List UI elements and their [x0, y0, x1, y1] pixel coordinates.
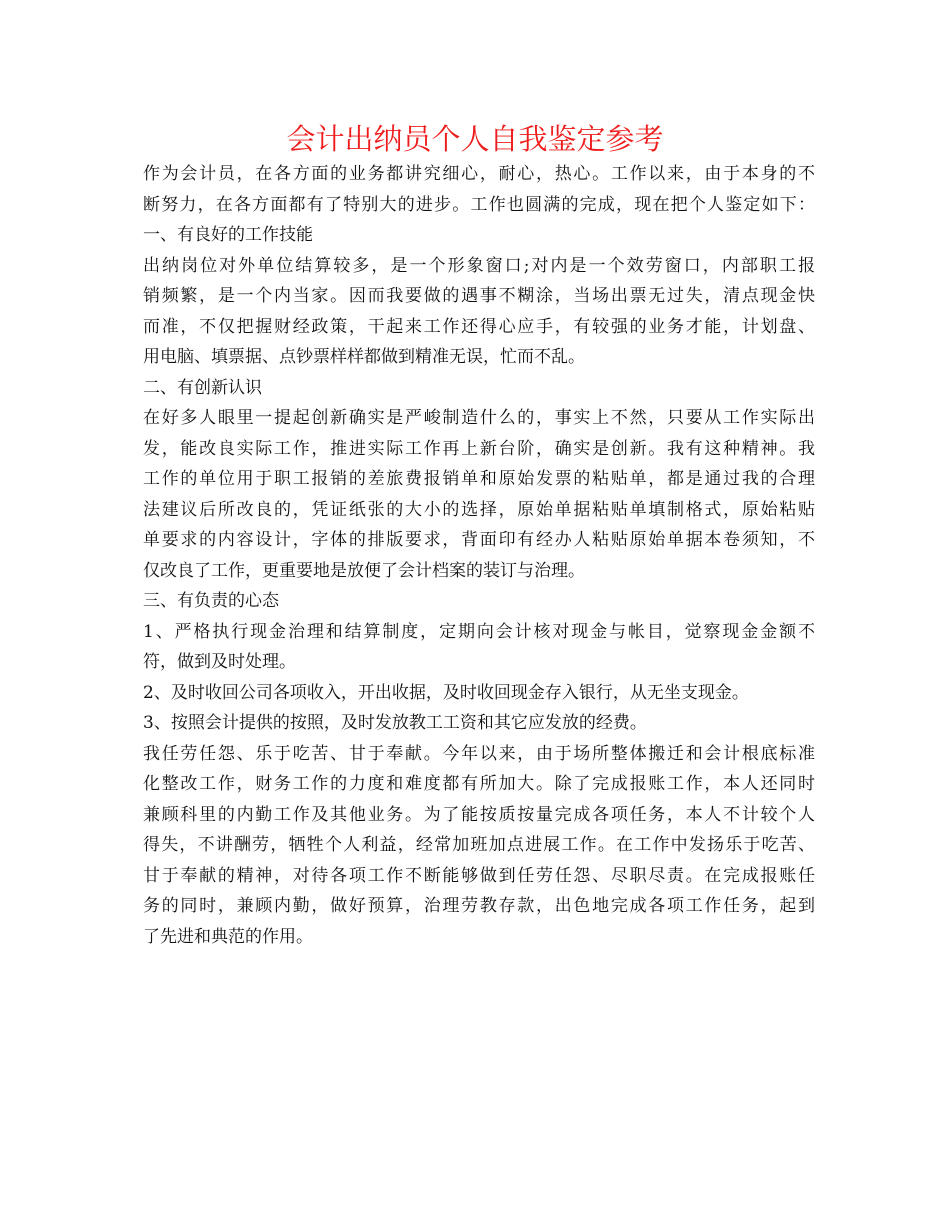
text-line: 化整改工作，财务工作的力度和难度都有所加大。除了完成报账工作，本人还同时: [143, 774, 815, 794]
document-body: [143, 159, 815, 952]
section-heading: 三、有负责的心态: [143, 591, 279, 611]
text-line: 仅改良了工作，更重要地是放便了会计档案的装订与治理。: [143, 560, 585, 581]
text-line: 3、按照会计提供的按照，及时发放教工工资和其它应发放的经费。: [143, 713, 647, 733]
text-line: 工作的单位用于职工报销的差旅费报销单和原始发票的粘贴单，都是通过我的合理: [143, 469, 815, 489]
text-line: 单要求的内容设计，字体的排版要求，背面印有经办人粘贴原始单据本卷须知，不: [143, 530, 815, 550]
text-line: 法建议后所改良的，凭证纸张的大小的选择，原始单据粘贴单填制格式，原始粘贴: [143, 499, 815, 520]
text-line: 销频繁，是一个内当家。因而我要做的遇事不糊涂，当场出票无过失，清点现金快: [143, 286, 815, 306]
text-line: 兼顾科里的内勤工作及其他业务。为了能按质按量完成各项任务，本人不计较个人: [143, 804, 815, 825]
text-line: 符，做到及时处理。: [143, 652, 296, 672]
text-line: 用电脑、填票据、点钞票样样都做到精准无误，忙而不乱。: [143, 347, 585, 367]
text-line: 1、严格执行现金治理和结算制度，定期向会计核对现金与帐目，觉察现金金额不: [143, 621, 815, 642]
text-line: 而准，不仅把握财经政策，干起来工作还得心应手，有较强的业务才能，计划盘、: [143, 316, 815, 337]
section-heading: 一、有良好的工作技能: [143, 225, 313, 245]
text-line: 我任劳任怨、乐于吃苦、甘于奉献。今年以来，由于场所整体搬迁和会计根底标准: [143, 743, 815, 764]
text-line: 发，能改良实际工作，推进实际工作再上新台阶，确实是创新。我有这种精神。我: [143, 438, 815, 459]
text-line: 出纳岗位对外单位结算较多，是一个形象窗口;对内是一个效劳窗口，内部职工报: [143, 255, 815, 276]
text-line: 2、及时收回公司各项收入，开出收据，及时收回现金存入银行，从无坐支现金。: [143, 682, 749, 703]
document-title: 会计出纳员个人自我鉴定参考: [286, 122, 664, 156]
text-line: 得失，不讲酬劳，牺牲个人利益，经常加班加点进展工作。在工作中发扬乐于吃苦、: [143, 835, 815, 855]
text-line: 了先进和典范的作用。: [143, 926, 313, 947]
text-line: 务的同时，兼顾内勤，做好预算，治理劳教存款，出色地完成各项工作任务，起到: [143, 896, 815, 916]
text-line: 作为会计员，在各方面的业务都讲究细心，耐心，热心。工作以来，由于本身的不: [143, 164, 815, 184]
text-line: 断努力，在各方面都有了特别大的进步。工作也圆满的完成，现在把个人鉴定如下：: [143, 194, 815, 215]
text-line: 甘于奉献的精神，对待各项工作不断能够做到任劳任怨、尽职尽责。在完成报账任: [143, 865, 815, 886]
text-line: 在好多人眼里一提起创新确实是严峻制造什么的，事实上不然，只要从工作实际出: [143, 408, 815, 428]
section-heading: 二、有创新认识: [143, 377, 262, 398]
